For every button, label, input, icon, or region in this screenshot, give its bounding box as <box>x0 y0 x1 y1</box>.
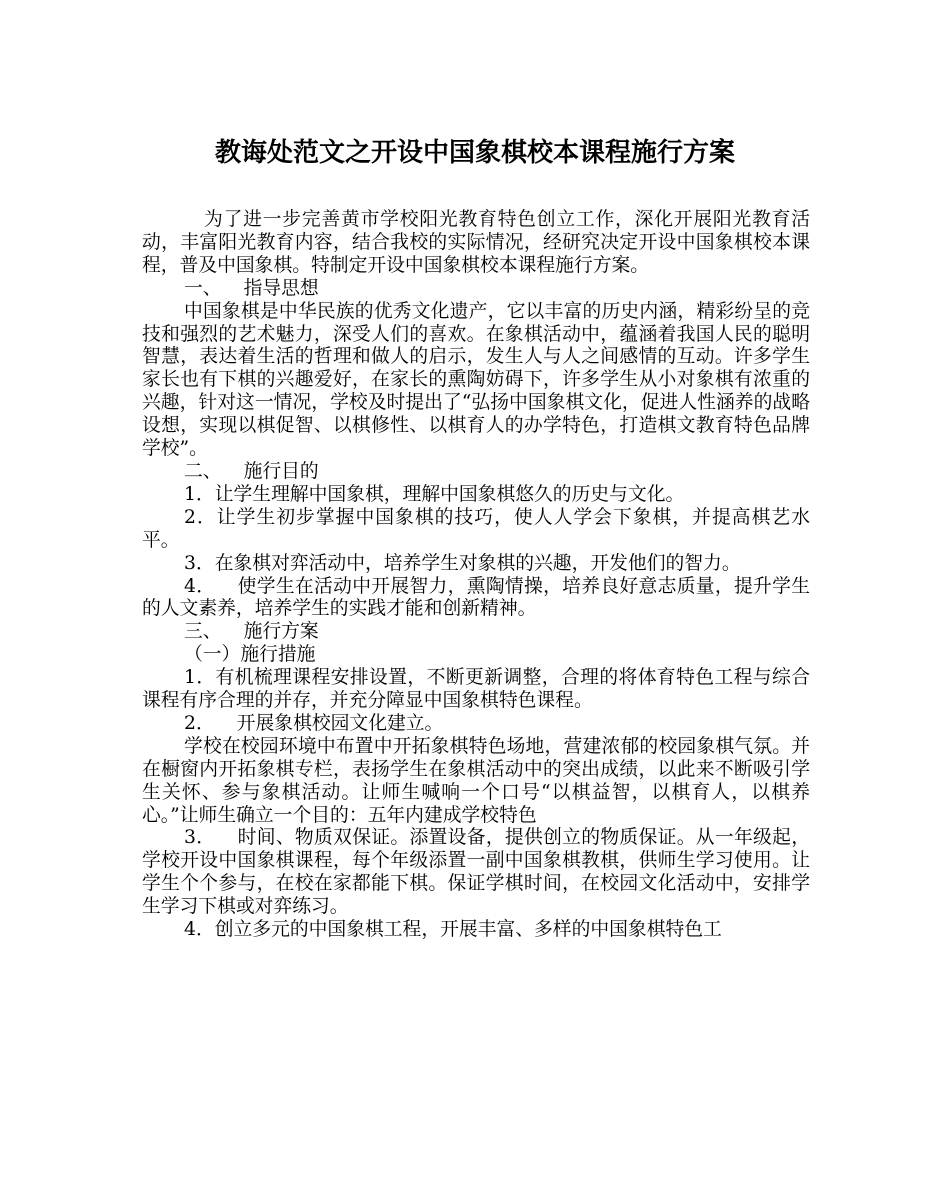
document-title: 教诲处范文之开设中国象棋校本课程施行方案 <box>214 138 735 168</box>
item-text: 时间、物质双保证。添置设备，提供创立的物质保证。从一年级起，学校开设中国象棋课程，每个年级添置一副中国象棋教棋，供师生学习使用。让学生个个参与，在校在家都能下棋。保证学棋时间，在校园文化活动中，安排学生学习下棋或对弈练习。 <box>142 827 811 918</box>
section-number: 一、 <box>184 277 222 299</box>
document-body <box>142 209 810 942</box>
list-item: 1．有机梳理课程安排设置，不断更新调整，合理的将体育特色工程与综合课程有序合理的并存，并充分障显中国象棋特色课程。 <box>142 667 810 712</box>
list-item: 3．在象棋对弈活动中，培养学生对象棋的兴趣，开发他们的智力。 <box>184 552 741 574</box>
section-heading-text: 施行目的 <box>243 460 319 482</box>
section-number: 二、 <box>184 460 222 482</box>
list-item <box>142 713 810 736</box>
intro-paragraph: 为了进一步完善黄市学校阳光教育特色创立工作，深化开展阳光教育活动，丰富阳光教育内容，结合我校的实际情况，经研究决定开设中国象棋校本课程，普及中国象棋。特制定开设中国象棋校本课程施行方案。 <box>142 209 810 276</box>
list-item: 1．让学生理解中国象棋，理解中国象棋悠久的历史与文化。 <box>184 483 685 505</box>
paragraph: 学校在校园环境中布置中开拓象棋特色场地，营建浓郁的校园象棋气氛。并在橱窗内开拓象棋专栏，表扬学生在象棋活动中的突出成绩，以此来不断吸引学生关怀、参与象棋活动。让师生喊响一个口号“以棋益智，以棋育人，以棋养心。”让师生确立一个目的：五年内建成学校特色 <box>142 735 810 826</box>
section-heading-2 <box>142 461 810 484</box>
list-item <box>142 576 810 622</box>
section-number: 三、 <box>184 621 222 643</box>
item-number: 2． <box>184 712 215 734</box>
item-text: 使学生在活动中开展智力，熏陶情操，培养良好意志质量，提升学生的人文素养，培养学生的实践才能和创新精神。 <box>142 575 811 620</box>
list-item <box>142 827 810 919</box>
subsection-heading: （一）施行措施 <box>184 644 316 666</box>
section-heading-text: 施行方案 <box>243 621 319 643</box>
section-heading-3 <box>142 621 810 644</box>
item-number: 3． <box>184 827 216 849</box>
item-number: 4． <box>184 575 216 597</box>
paragraph: 中国象棋是中华民族的优秀文化遗产，它以丰富的历史内涵，精彩纷呈的竞技和强烈的艺术魅力，深受人们的喜欢。在象棋活动中，蕴涵着我国人民的聪明智慧，表达着生活的哲理和做人的启示，发生人与人之间感情的互动。许多学生家长也有下棋的兴趣爱好，在家长的熏陶妨碍下，许多学生从小对象棋有浓重的兴趣，针对这一情况，学校及时提出了“弘扬中国象棋文化，促进人性涵养的战略设想，实现以棋促智、以棋修性、以棋育人的办学特色，打造棋文教育特色品牌学校”。 <box>142 300 810 460</box>
list-item: 2．让学生初步掌握中国象棋的技巧，使人人学会下象棋，并提高棋艺水平。 <box>142 506 810 551</box>
section-heading-text: 指导思想 <box>243 277 319 299</box>
list-item: 4．创立多元的中国象棋工程，开展丰富、多样的中国象棋特色工 <box>184 919 722 941</box>
item-text: 开展象棋校园文化建立。 <box>236 712 444 734</box>
section-heading-1 <box>142 278 810 301</box>
